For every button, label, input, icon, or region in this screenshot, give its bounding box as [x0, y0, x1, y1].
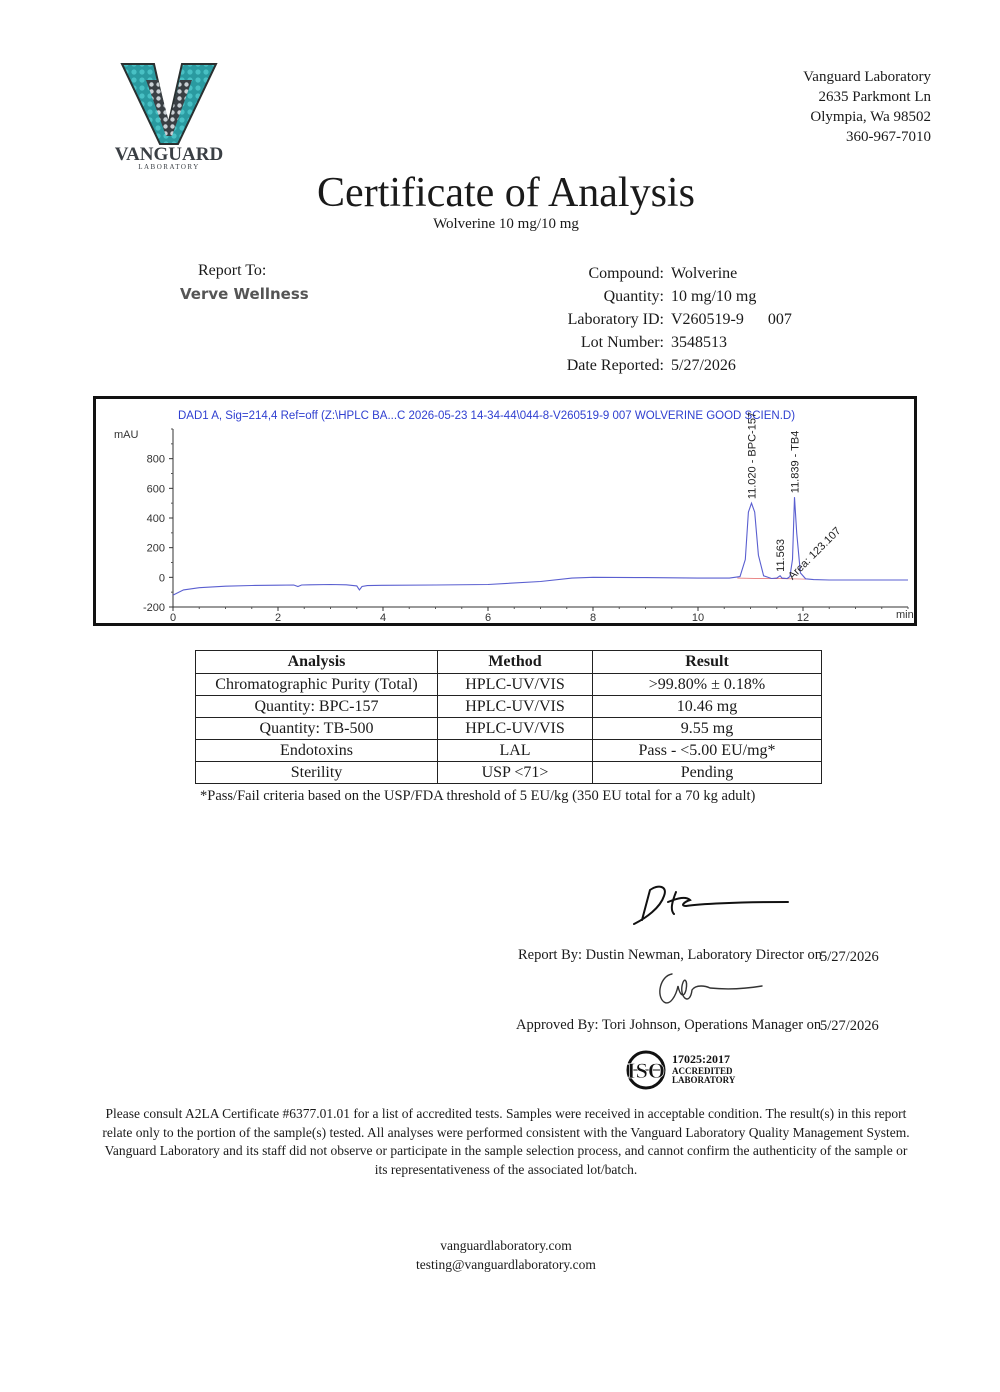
info-label: Date Reported:	[566, 357, 664, 374]
y-tick-label: 800	[146, 453, 165, 466]
chromatogram-chart	[96, 399, 914, 623]
report-by-text: Report By: Dustin Newman, Laboratory Director on	[518, 947, 823, 963]
info-value: 3548513	[671, 334, 727, 351]
lab-city: Olympia, Wa 98502	[810, 109, 931, 125]
y-tick-label: 0	[158, 572, 165, 585]
approved-by-text: Approved By: Tori Johnson, Operations Manager on	[516, 1017, 822, 1033]
chart-title: DAD1 A, Sig=214,4 Ref=off (Z:\HPLC BA...C 2026-05-23 14-34-44\044-8-V260519-9 007 WOLVERINE GOOD SCIEN.D)	[178, 410, 796, 422]
sample-info-compound	[0, 262, 1000, 285]
sample-info-quantity	[0, 285, 1000, 308]
lab-name: Vanguard Laboratory	[803, 69, 931, 85]
lab-phone: 360-967-7010	[846, 129, 931, 145]
cell-analysis: Chromatographic Purity (Total)	[196, 674, 438, 696]
x-axis-label: min	[896, 609, 914, 621]
footer-email[interactable]: testing@vanguardlaboratory.com	[416, 1256, 596, 1272]
lab-address-block	[803, 67, 931, 147]
sample-info-lot	[0, 331, 1000, 354]
info-value: V260519-9 007	[671, 311, 792, 328]
iso-standard: 17025:2017	[672, 1052, 730, 1066]
table-row	[196, 696, 822, 718]
cell-analysis: Quantity: BPC-157	[196, 696, 438, 718]
y-tick-label: -200	[142, 602, 165, 614]
manager-signature	[650, 966, 770, 1012]
iso-accreditation-badge	[624, 1050, 742, 1090]
x-tick-label: 6	[484, 612, 492, 623]
x-tick-label: 10	[691, 612, 705, 623]
table-footnote: *Pass/Fail criteria based on the USP/FDA threshold of 5 EU/kg (350 EU total for a 70 kg adult)	[200, 788, 756, 804]
report-date: 5/27/2026	[820, 949, 879, 965]
col-header-analysis: Analysis	[196, 651, 438, 674]
disclaimer-text: Please consult A2LA Certificate #6377.01.01 for a list of accredited tests. Samples were received in acceptable condition. The result(s) in this report relate only to the portion of the sample(s) tested. All analyses were performed consistent with the Vanguard Laboratory Quality Management System. Vanguard Laboratory and its staff did not observe or participate in the sample selection process, and cannot confirm the authenticity of the sample or its representativeness of the associated lot/batch.	[102, 1106, 910, 1177]
lab-street: 2635 Parkmont Ln	[818, 89, 931, 105]
logo-subtext: LABORATORY	[138, 163, 200, 171]
iso-line1: ACCREDITED	[672, 1066, 733, 1076]
chromatogram-panel	[93, 396, 917, 626]
y-tick-label: 600	[146, 483, 165, 496]
table-row	[196, 762, 822, 784]
sample-info-lab-id	[0, 308, 1000, 331]
cell-result: >99.80% ± 0.18%	[593, 674, 822, 696]
cell-method: LAL	[438, 740, 593, 762]
cell-analysis: Quantity: TB-500	[196, 718, 438, 740]
sample-info-date	[0, 354, 1000, 377]
table-row	[196, 674, 822, 696]
logo-wordmark: VANGUARD	[114, 144, 224, 165]
x-tick-label: 8	[589, 612, 597, 623]
info-label: Compound:	[588, 265, 664, 282]
y-tick-label: 400	[146, 513, 165, 525]
document-subtitle: Wolverine 10 mg/10 mg	[433, 216, 579, 232]
peak-label: 11.563	[775, 539, 788, 572]
cell-result: 10.46 mg	[593, 696, 822, 718]
cell-method: USP <71>	[438, 762, 593, 784]
info-value: 5/27/2026	[671, 357, 736, 374]
peak-label: 11.020 - BPC-157	[746, 411, 759, 500]
y-tick-label: 200	[146, 542, 165, 555]
report-to-value: Verve Wellness	[180, 285, 309, 303]
results-table	[195, 650, 822, 784]
report-to-label: Report To:	[198, 262, 267, 279]
table-row	[196, 740, 822, 762]
x-tick-label: 4	[379, 612, 387, 623]
document-title: Certificate of Analysis	[317, 170, 695, 216]
cell-analysis: Sterility	[196, 762, 438, 784]
peak-label: 11.839 - TB4	[789, 430, 802, 494]
cell-method: HPLC-UV/VIS	[438, 674, 593, 696]
cell-method: HPLC-UV/VIS	[438, 696, 593, 718]
area-annotation: Area: 123.107	[786, 525, 844, 583]
cell-result: Pending	[593, 762, 822, 784]
director-signature	[628, 880, 798, 932]
vanguard-logo	[106, 60, 232, 172]
cell-analysis: Endotoxins	[196, 740, 438, 762]
table-row	[196, 718, 822, 740]
iso-mark: ISO	[627, 1058, 665, 1083]
approved-date: 5/27/2026	[820, 1018, 879, 1034]
x-tick-label: 0	[169, 612, 177, 623]
footer-website[interactable]: vanguardlaboratory.com	[440, 1238, 572, 1253]
info-value: Wolverine	[671, 265, 738, 282]
y-axis-label: mAU	[114, 429, 139, 441]
col-header-method: Method	[438, 651, 593, 674]
cell-method: HPLC-UV/VIS	[438, 718, 593, 740]
chart-trace-line	[173, 497, 908, 595]
info-label: Laboratory ID:	[567, 311, 664, 328]
cell-result: 9.55 mg	[593, 718, 822, 740]
results-header-row	[196, 651, 822, 674]
info-label: Quantity:	[603, 288, 664, 305]
info-value: 10 mg/10 mg	[671, 288, 757, 305]
col-header-result: Result	[593, 651, 822, 674]
x-tick-label: 12	[796, 612, 810, 623]
iso-line2: LABORATORY	[672, 1075, 736, 1085]
info-label: Lot Number:	[580, 334, 664, 351]
cell-result: Pass - <5.00 EU/mg*	[593, 740, 822, 762]
footer	[0, 1237, 1000, 1274]
x-tick-label: 2	[274, 612, 282, 623]
